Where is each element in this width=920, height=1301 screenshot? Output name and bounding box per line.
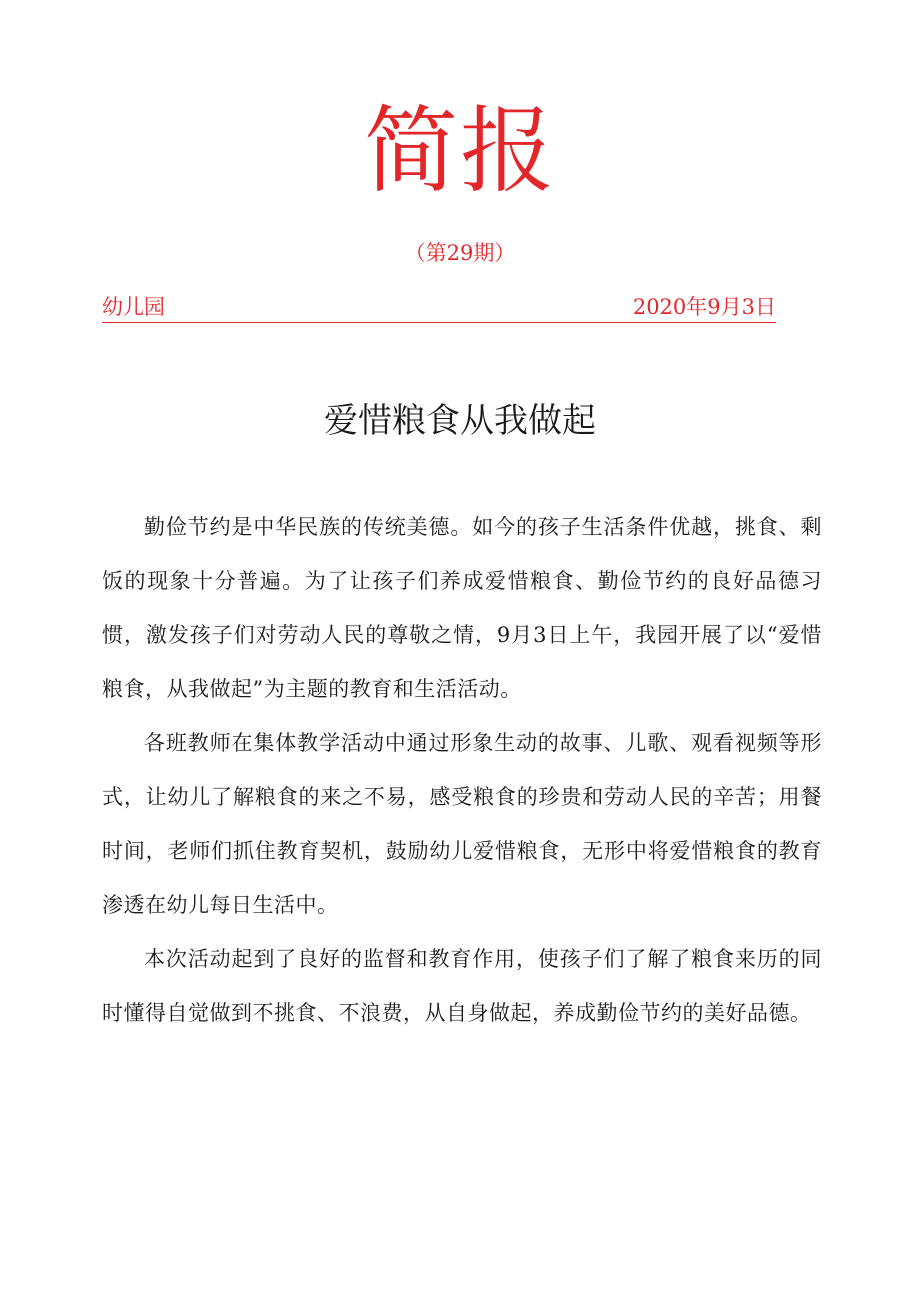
masthead-info-line [102,292,776,323]
masthead-title: 简报 [363,97,556,206]
publisher-unit: 幼儿园 [102,295,165,319]
issue-number: （第29期） [404,241,516,265]
paragraph-3: 本次活动起到了良好的监督和教育作用，使孩子们了解了粮食来历的同时懂得自觉做到不挑食、不浪费，从自身做起，养成勤俭节约的美好品德。 [102,947,822,1025]
paragraph-2: 各班教师在集体教学活动中通过形象生动的故事、儿歌、观看视频等形式，让幼儿了解粮食的来之不易，感受粮食的珍贵和劳动人民的辛苦；用餐时间，老师们抓住教育契机，鼓励幼儿爱惜粮食，无形中将爱惜粮食的教育渗透在幼儿每日生活中。 [102,731,822,917]
article-body [102,500,822,1040]
article-title: 爱惜粮食从我做起 [324,401,596,441]
publish-date: 2020年9月3日 [632,295,776,319]
paragraph-1: 勤俭节约是中华民族的传统美德。如今的孩子生活条件优越，挑食、剩饭的现象十分普遍。为了让孩子们养成爱惜粮食、勤俭节约的良好品德习惯，激发孩子们对劳动人民的尊敬之情，9月3日上午，我园开展了以“爱惜粮食，从我做起”为主题的教育和生活活动。 [102,515,822,701]
